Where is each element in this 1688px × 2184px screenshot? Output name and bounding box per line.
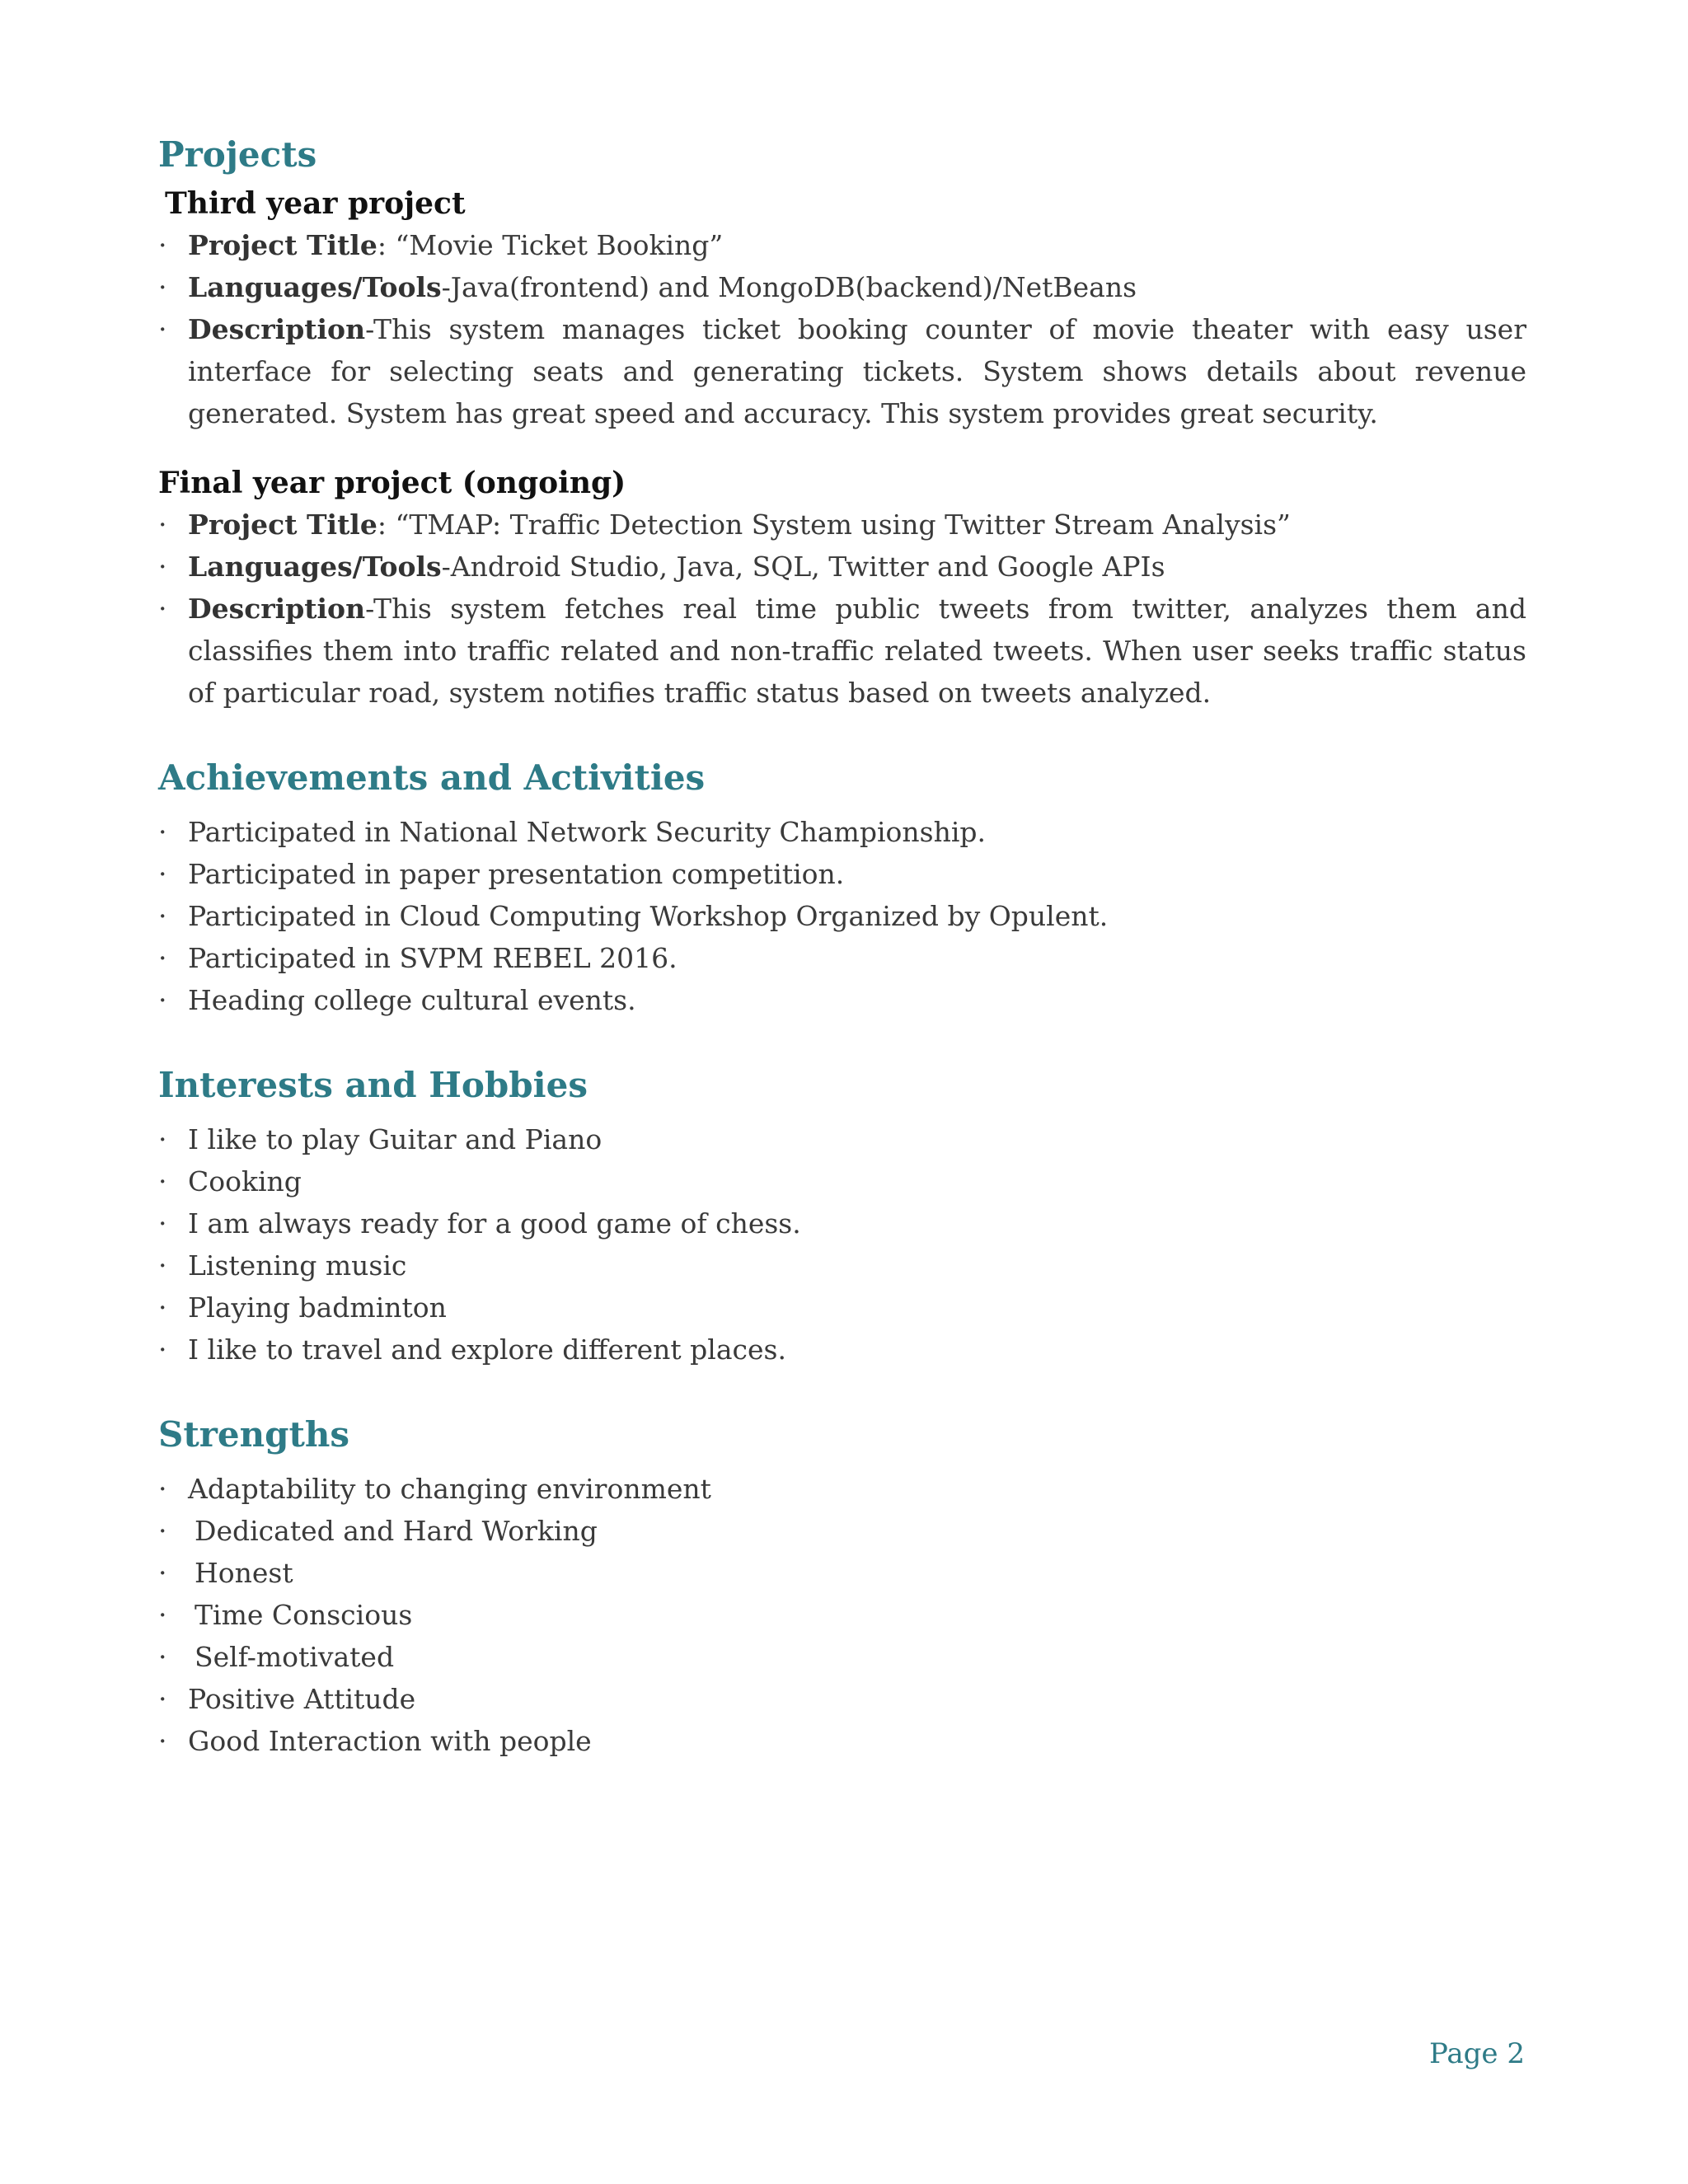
list-item bbox=[158, 504, 1526, 546]
list-item bbox=[158, 1636, 1526, 1678]
bullet-icon: · bbox=[158, 271, 167, 303]
achievement-text: Participated in SVPM REBEL 2016. bbox=[188, 942, 678, 974]
list-item bbox=[158, 546, 1526, 588]
strength-text: Time Conscious bbox=[195, 1599, 413, 1631]
bullet-icon: · bbox=[158, 900, 167, 932]
list-item bbox=[158, 1468, 1526, 1510]
list-item bbox=[158, 979, 1526, 1021]
bullet-icon: · bbox=[158, 1641, 167, 1673]
strengths-list bbox=[158, 1468, 1526, 1762]
third-year-project-heading: Third year project bbox=[165, 186, 466, 221]
description-value: -This system manages ticket booking counter of movie theater with easy user interface for selecting seats and generating tickets. System shows details about revenue generated. System has great speed and accuracy. This system provides great security. bbox=[188, 313, 1526, 429]
list-item bbox=[158, 1594, 1526, 1636]
third-year-project-list bbox=[158, 224, 1526, 434]
bullet-icon: · bbox=[158, 593, 167, 625]
strength-text: Dedicated and Hard Working bbox=[195, 1515, 598, 1547]
project-title-value: : “TMAP: Traffic Detection System using Twitter Stream Analysis” bbox=[377, 509, 1291, 541]
interest-text: I like to play Guitar and Piano bbox=[188, 1123, 603, 1155]
bullet-icon: · bbox=[158, 1291, 167, 1324]
languages-value: -Android Studio, Java, SQL, Twitter and Google APIs bbox=[441, 551, 1165, 583]
bullet-icon: · bbox=[158, 1333, 167, 1366]
list-item bbox=[158, 308, 1526, 434]
strength-text: Good Interaction with people bbox=[188, 1725, 592, 1757]
bullet-icon: · bbox=[158, 942, 167, 974]
list-item bbox=[158, 895, 1526, 937]
projects-heading: Projects bbox=[158, 134, 317, 175]
bullet-icon: · bbox=[158, 1123, 167, 1155]
bullet-icon: · bbox=[158, 984, 167, 1016]
list-item bbox=[158, 1118, 1526, 1160]
list-item bbox=[158, 1552, 1526, 1594]
list-item bbox=[158, 224, 1526, 266]
bullet-icon: · bbox=[158, 858, 167, 890]
list-item bbox=[158, 1678, 1526, 1720]
list-item bbox=[158, 937, 1526, 979]
languages-value: -Java(frontend) and MongoDB(backend)/NetBeans bbox=[441, 271, 1137, 303]
page-number: Page 2 bbox=[1429, 2037, 1525, 2070]
project-title-label: Project Title bbox=[188, 229, 377, 261]
languages-label: Languages/Tools bbox=[188, 271, 442, 303]
list-item bbox=[158, 1329, 1526, 1371]
strength-text: Positive Attitude bbox=[188, 1683, 416, 1715]
bullet-icon: · bbox=[158, 1557, 167, 1589]
list-item bbox=[158, 588, 1526, 714]
bullet-icon: · bbox=[158, 229, 167, 261]
description-value: -This system fetches real time public tweets from twitter, analyzes them and classifies them into traffic related and non-traffic related tweets. When user seeks traffic status of particular road, system notifies traffic status based on tweets analyzed. bbox=[188, 593, 1526, 709]
interests-heading: Interests and Hobbies bbox=[158, 1065, 588, 1105]
bullet-icon: · bbox=[158, 1515, 167, 1547]
bullet-icon: · bbox=[158, 509, 167, 541]
strengths-heading: Strengths bbox=[158, 1414, 350, 1455]
interest-text: Cooking bbox=[188, 1165, 302, 1197]
interest-text: I like to travel and explore different places. bbox=[188, 1333, 786, 1366]
description-label: Description bbox=[188, 313, 366, 345]
bullet-icon: · bbox=[158, 313, 167, 345]
bullet-icon: · bbox=[158, 1165, 167, 1197]
bullet-icon: · bbox=[158, 1683, 167, 1715]
interest-text: I am always ready for a good game of chess. bbox=[188, 1207, 801, 1240]
bullet-icon: · bbox=[158, 1249, 167, 1282]
final-year-project-list bbox=[158, 504, 1526, 714]
final-year-project-heading: Final year project (ongoing) bbox=[158, 466, 626, 500]
bullet-icon: · bbox=[158, 551, 167, 583]
achievements-list bbox=[158, 811, 1526, 1021]
bullet-icon: · bbox=[158, 1725, 167, 1757]
languages-label: Languages/Tools bbox=[188, 551, 442, 583]
list-item bbox=[158, 1160, 1526, 1202]
strength-text: Adaptability to changing environment bbox=[188, 1473, 711, 1505]
interest-text: Playing badminton bbox=[188, 1291, 447, 1324]
list-item bbox=[158, 266, 1526, 308]
achievements-heading: Achievements and Activities bbox=[158, 757, 706, 798]
list-item bbox=[158, 1286, 1526, 1329]
resume-page-body bbox=[158, 132, 1526, 1762]
list-item bbox=[158, 1510, 1526, 1552]
description-label: Description bbox=[188, 593, 366, 625]
bullet-icon: · bbox=[158, 1599, 167, 1631]
bullet-icon: · bbox=[158, 1207, 167, 1240]
list-item bbox=[158, 1720, 1526, 1762]
bullet-icon: · bbox=[158, 1473, 167, 1505]
strength-text: Self-motivated bbox=[195, 1641, 395, 1673]
list-item bbox=[158, 1244, 1526, 1286]
achievement-text: Heading college cultural events. bbox=[188, 984, 636, 1016]
strength-text: Honest bbox=[195, 1557, 293, 1589]
project-title-value: : “Movie Ticket Booking” bbox=[377, 229, 724, 261]
list-item bbox=[158, 1202, 1526, 1244]
achievement-text: Participated in National Network Security Championship. bbox=[188, 816, 986, 848]
achievement-text: Participated in paper presentation competition. bbox=[188, 858, 845, 890]
interests-list bbox=[158, 1118, 1526, 1371]
list-item bbox=[158, 853, 1526, 895]
achievement-text: Participated in Cloud Computing Workshop Organized by Opulent. bbox=[188, 900, 1109, 932]
interest-text: Listening music bbox=[188, 1249, 407, 1282]
bullet-icon: · bbox=[158, 816, 167, 848]
project-title-label: Project Title bbox=[188, 509, 377, 541]
list-item bbox=[158, 811, 1526, 853]
